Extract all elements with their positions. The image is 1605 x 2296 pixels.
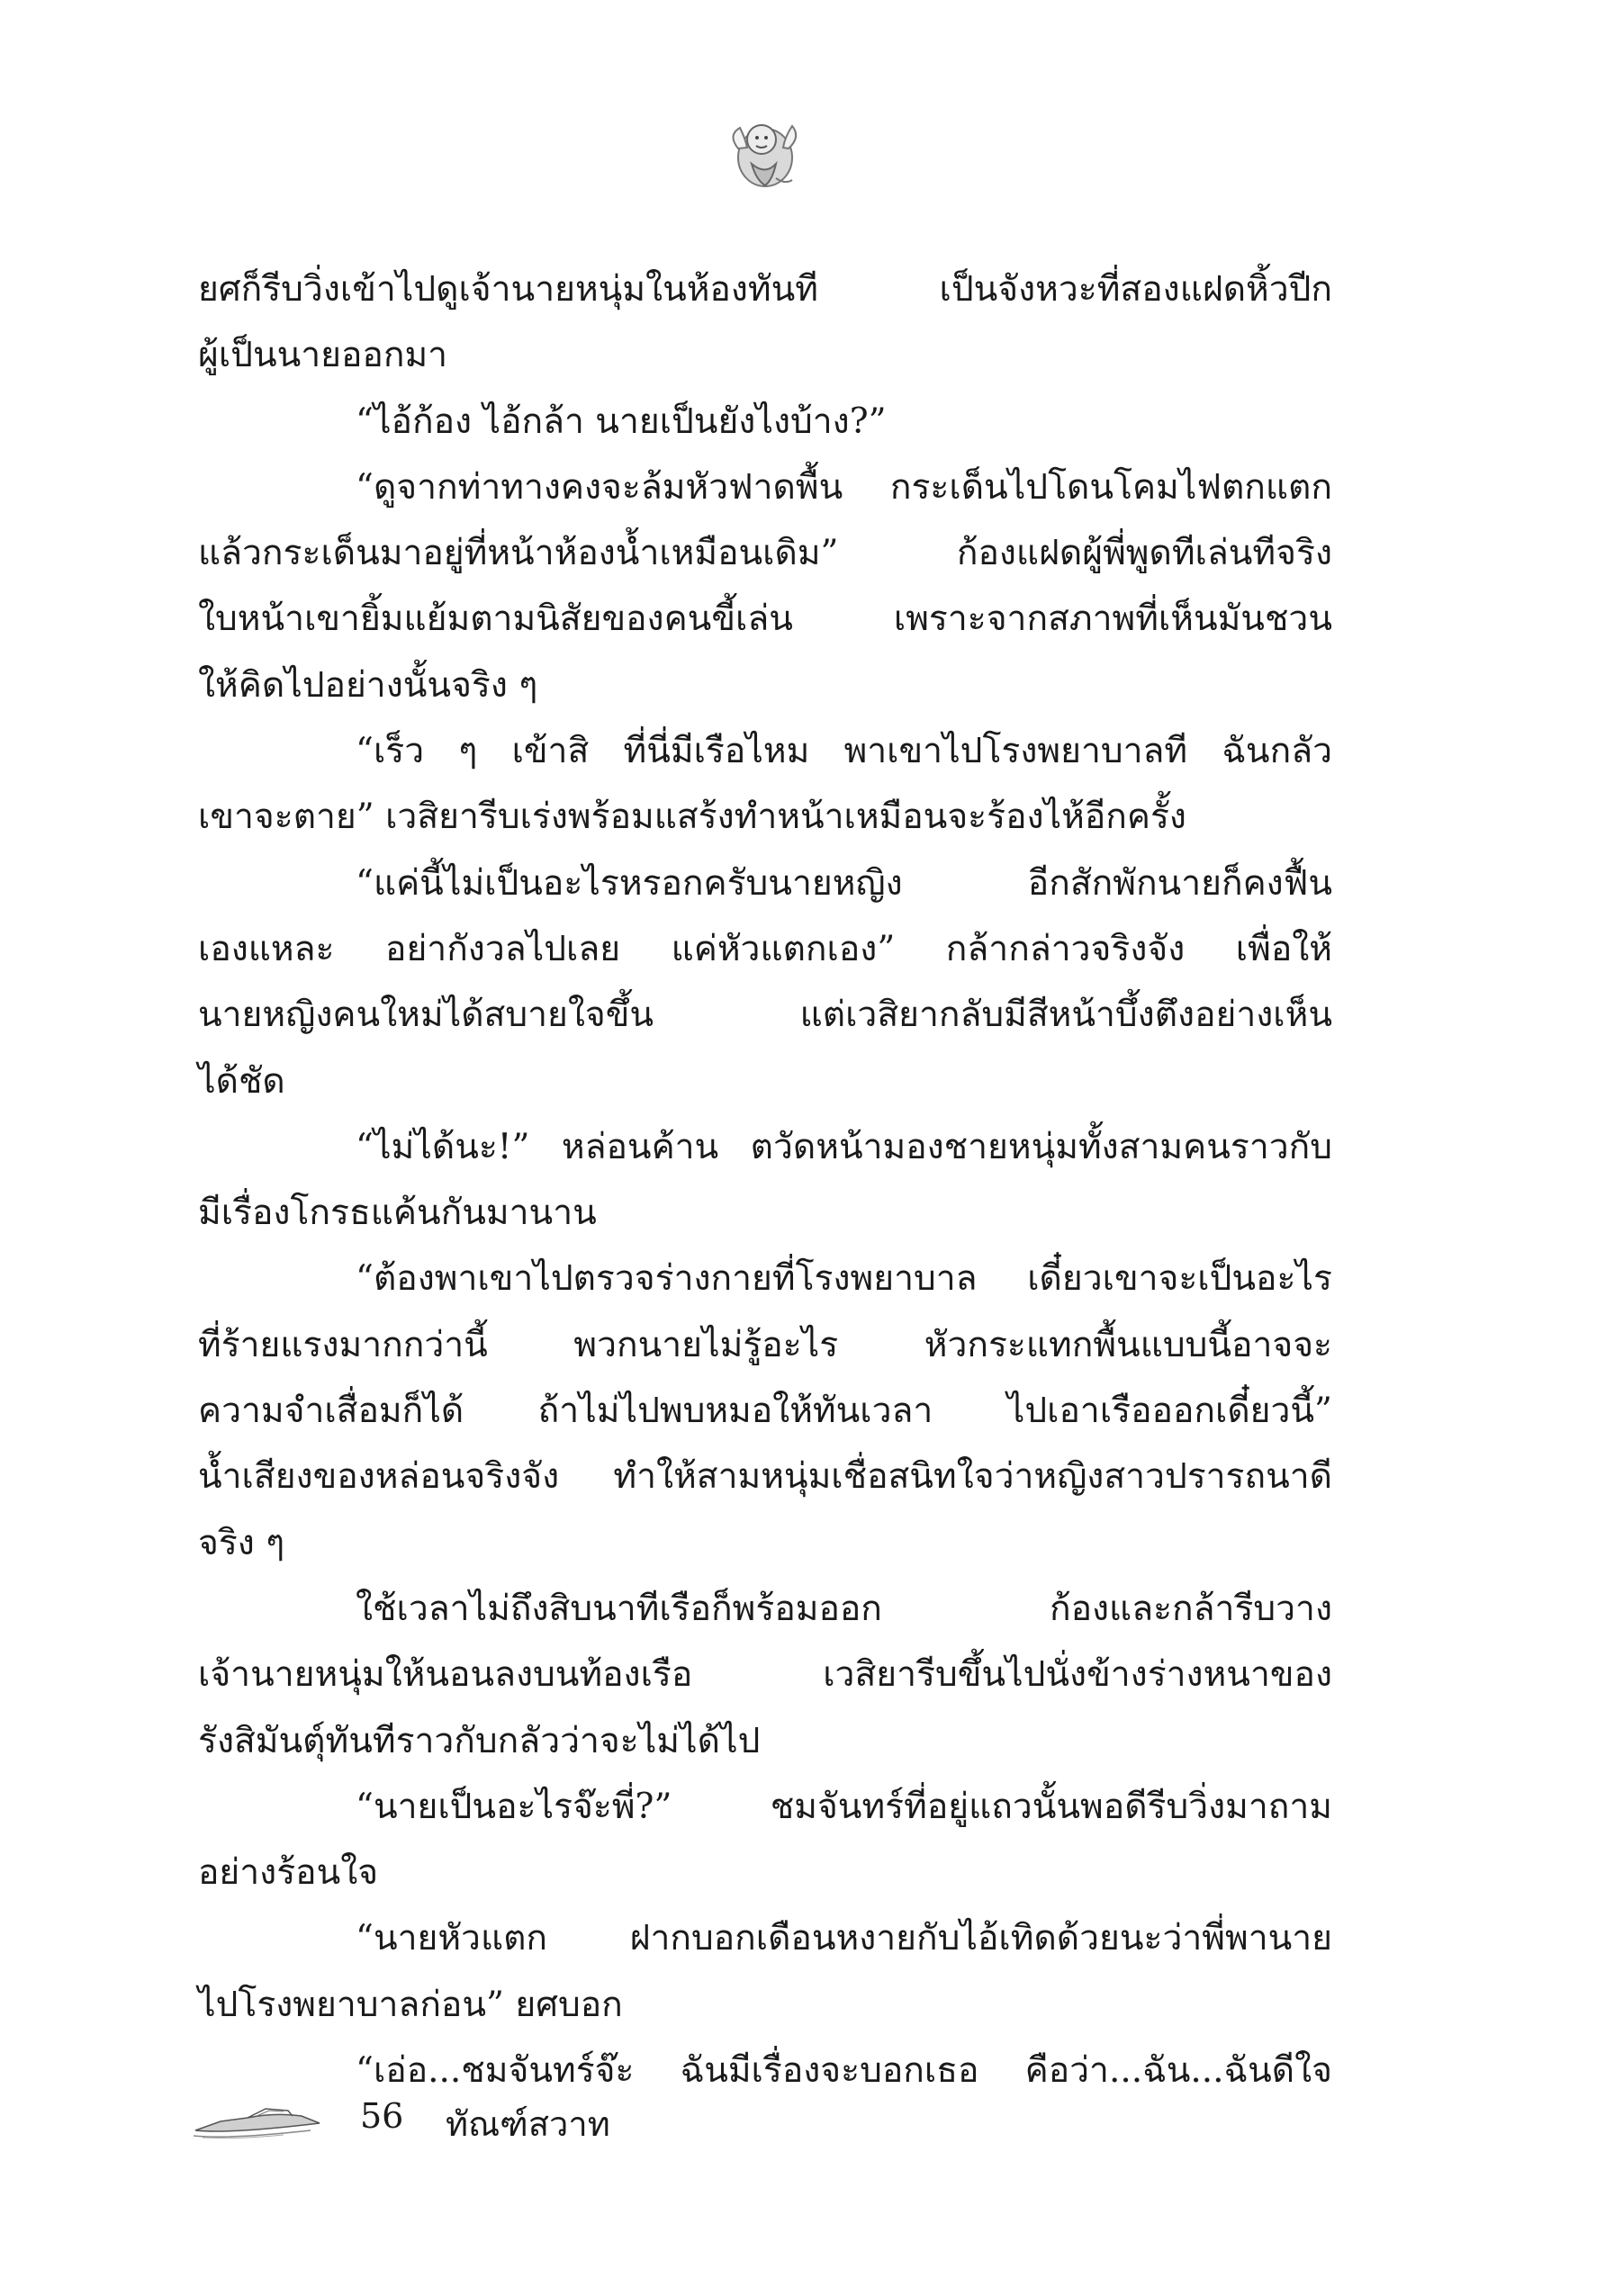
- text-line: ใช้เวลาไม่ถึงสิบนาทีเรือก็พร้อมออก ก้องและกล้ารีบวาง: [356, 1588, 1332, 1629]
- book-title: ทัณฑ์สวาท: [446, 2104, 610, 2144]
- text-line: ความจำเสื่อมก็ได้ ถ้าไม่ไปพบหมอให้ทันเวลา ไปเอาเรือออกเดี๋ยวนี้”: [198, 1391, 1332, 1432]
- cherub-ornament-icon: [720, 108, 810, 198]
- text-line: เจ้านายหนุ่มให้นอนลงบนท้องเรือ เวสิยารีบขึ้นไปนั่งข้างร่างหนาของ: [198, 1654, 1332, 1696]
- text-line: แล้วกระเด็นมาอยู่ที่หน้าห้องน้ำเหมือนเดิม” ก้องแฝดผู้พี่พูดทีเล่นทีจริง: [198, 533, 1332, 574]
- text-line: ที่ร้ายแรงมากกว่านี้ พวกนายไม่รู้อะไร หัวกระแทกพื้นแบบนี้อาจจะ: [198, 1324, 1332, 1365]
- text-line: ยศก็รีบวิ่งเข้าไปดูเจ้านายหนุ่มในห้องทันที เป็นจังหวะที่สองแฝดหิ้วปีก: [198, 269, 1332, 310]
- text-line: “ต้องพาเขาไปตรวจร่างกายที่โรงพยาบาล เดี๋ยวเขาจะเป็นอะไร: [356, 1258, 1332, 1300]
- text-line: มีเรื่องโกรธแค้นกันมานาน: [198, 1193, 597, 1234]
- page-footer: [194, 2093, 824, 2156]
- page-number: 56: [360, 2096, 404, 2136]
- text-line: ได้ชัด: [198, 1060, 285, 1102]
- text-line: “นายหัวแตก ฝากบอกเดือนหงายกับไอ้เทิดด้วยนะว่าพี่พานาย: [356, 1918, 1332, 1959]
- text-line: ไปโรงพยาบาลก่อน” ยศบอก: [198, 1984, 623, 2025]
- text-line: รังสิมันตุ์ทันทีราวกับกลัวว่าจะไม่ได้ไป: [198, 1720, 761, 1761]
- text-line: นายหญิงคนใหม่ได้สบายใจขึ้น แต่เวสิยากลับมีสีหน้าบึ้งตึงอย่างเห็น: [198, 995, 1332, 1036]
- text-line: “ไอ้ก้อง ไอ้กล้า นายเป็นยังไงบ้าง?”: [356, 401, 887, 442]
- text-line: ใบหน้าเขายิ้มแย้มตามนิสัยของคนขี้เล่น เพราะจากสภาพที่เห็นมันชวน: [198, 599, 1332, 640]
- speedboat-icon: [194, 2103, 329, 2139]
- text-line: “นายเป็นอะไรจ๊ะพี่?” ชมจันทร์ที่อยู่แถวนั้นพอดีรีบวิ่งมาถาม: [356, 1786, 1332, 1827]
- text-line: “เร็ว ๆ เข้าสิ ที่นี่มีเรือไหม พาเขาไปโรงพยาบาลที ฉันกลัว: [356, 731, 1332, 772]
- text-line: “ดูจากท่าทางคงจะล้มหัวฟาดพื้น กระเด็นไปโดนโคมไฟตกแตก: [356, 466, 1332, 508]
- text-line: อย่างร้อนใจ: [198, 1852, 379, 1894]
- text-line: “ไม่ได้นะ!” หล่อนค้าน ตวัดหน้ามองชายหนุ่มทั้งสามคนราวกับ: [356, 1126, 1332, 1167]
- text-line: จริง ๆ: [198, 1522, 285, 1563]
- text-line: “แค่นี้ไม่เป็นอะไรหรอกครับนายหญิง อีกสักพักนายก็คงฟื้น: [356, 862, 1332, 904]
- body-text: [198, 257, 1332, 2103]
- text-line: น้ำเสียงของหล่อนจริงจัง ทำให้สามหนุ่มเชื่อสนิทใจว่าหญิงสาวปรารถนาดี: [198, 1456, 1332, 1498]
- text-line: ผู้เป็นนายออกมา: [198, 335, 448, 376]
- text-line: เองแหละ อย่ากังวลไปเลย แค่หัวแตกเอง” กล้ากล่าวจริงจัง เพื่อให้: [198, 928, 1332, 969]
- text-line: เขาจะตาย” เวสิยารีบเร่งพร้อมแสร้งทำหน้าเหมือนจะร้องไห้อีกครั้ง: [198, 797, 1186, 838]
- text-line: ให้คิดไปอย่างนั้นจริง ๆ: [198, 664, 538, 706]
- text-line: “เอ่อ...ชมจันทร์จ๊ะ ฉันมีเรื่องจะบอกเธอ คือว่า...ฉัน...ฉันดีใจ: [356, 2050, 1332, 2092]
